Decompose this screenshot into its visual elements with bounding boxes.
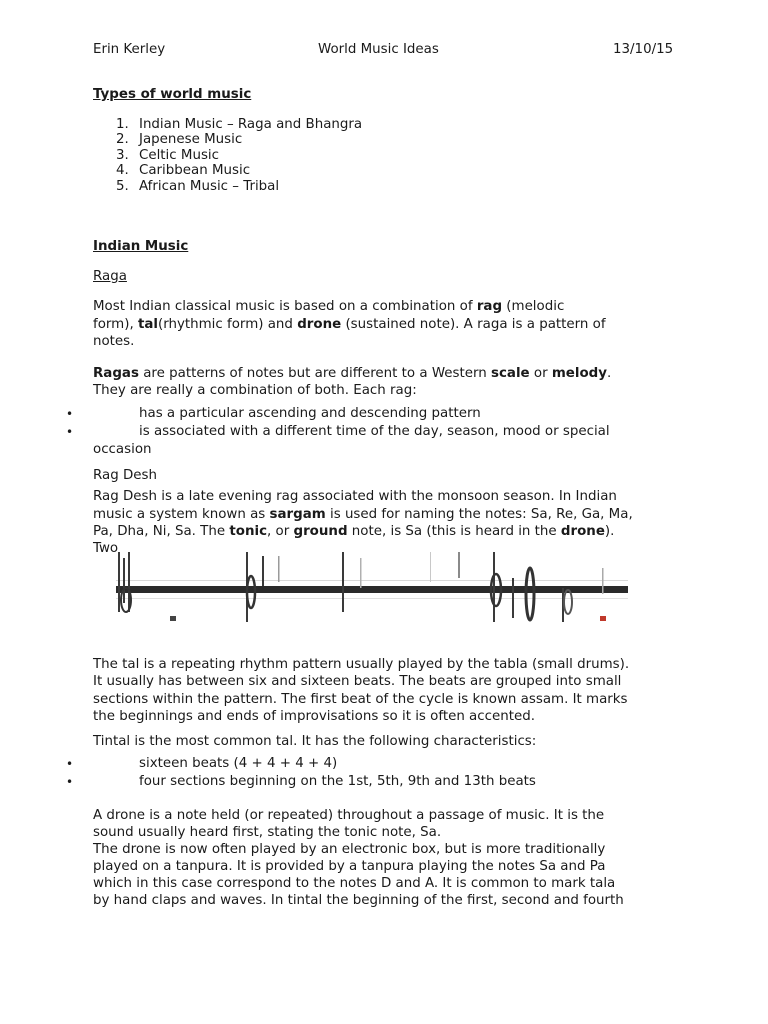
types-heading: Types of world music [93,87,252,102]
types-item-number: 5. [116,179,129,194]
drone-paragraph-line: sound usually heard first, stating the tonic note, Sa. [93,825,442,840]
types-item-number: 4. [116,163,129,178]
tal-paragraph-line: The tal is a repeating rhythm pattern usually played by the tabla (small drums). [93,657,630,672]
rag-desh-line-partial: Two [93,541,119,556]
ragas-paragraph-line: They are really a combination of both. Each rag: [93,383,417,398]
types-item-number: 3. [116,148,129,163]
tintal-bullet-item: sixteen beats (4 + 4 + 4 + 4) [139,756,338,771]
raga-heading: Raga [93,269,127,284]
types-item-text: Celtic Music [139,148,219,163]
rag-desh-line: Rag Desh is a late evening rag associated with the monsoon season. In Indian [93,489,617,504]
tintal-intro: Tintal is the most common tal. It has the following characteristics: [93,734,537,749]
rag-bullet-item: is associated with a different time of the day, season, mood or special [139,424,610,439]
types-item-number: 1. [116,117,129,132]
bullet-icon: • [66,757,74,771]
rag-desh-line: Pa, Dha, Ni, Sa. The tonic, or ground note, is Sa (this is heard in the drone). [93,524,615,539]
header-title: World Music Ideas [318,42,439,57]
bullet-icon: • [66,775,74,789]
tal-paragraph-line: sections within the pattern. The first beat of the cycle is known assam. It marks [93,692,628,707]
drone-paragraph-line: The drone is now often played by an electronic box, but is more traditionally [93,842,606,857]
header-author: Erin Kerley [93,42,166,57]
drone-paragraph-line: which in this case correspond to the notes D and A. It is common to mark tala [93,876,616,891]
tal-paragraph-line: It usually has between six and sixteen beats. The beats are grouped into small [93,674,622,689]
header-date: 13/10/15 [613,42,674,57]
bullet-icon: • [66,407,74,421]
ragas-paragraph-line: Ragas are patterns of notes but are different to a Western scale or melody. [93,366,612,381]
music-notation-image [110,548,635,626]
rag-desh-line: music a system known as sargam is used for naming the notes: Sa, Re, Ga, Ma, [93,507,633,522]
raga-intro-line: Most Indian classical music is based on a combination of rag (melodic [93,299,565,314]
tintal-bullet-item: four sections beginning on the 1st, 5th, 9th and 13th beats [139,774,536,789]
raga-intro-line: form), tal(rhythmic form) and drone (sustained note). A raga is a pattern of [93,317,606,332]
indian-music-heading: Indian Music [93,239,189,254]
rag-bullet-item-continuation: occasion [93,442,152,457]
types-item-number: 2. [116,132,129,147]
music-marks [170,616,606,621]
drone-paragraph-line: played on a tanpura. It is provided by a tanpura playing the notes Sa and Pa [93,859,606,874]
raga-intro-line: notes. [93,334,135,349]
drone-paragraph-line: A drone is a note held (or repeated) throughout a passage of music. It is the [93,808,605,823]
types-item-text: Japenese Music [139,132,243,147]
types-item-text: Caribbean Music [139,163,251,178]
music-staff [116,580,628,599]
rag-desh-heading: Rag Desh [93,468,157,483]
tal-paragraph-line: the beginnings and ends of improvisations so it is often accented. [93,709,535,724]
rag-bullet-item: has a particular ascending and descending pattern [139,406,481,421]
bullet-icon: • [66,425,74,439]
drone-paragraph-line: by hand claps and waves. In tintal the beginning of the first, second and fourth [93,893,624,908]
types-item-text: African Music – Tribal [139,179,280,194]
types-item-text: Indian Music – Raga and Bhangra [139,117,363,132]
